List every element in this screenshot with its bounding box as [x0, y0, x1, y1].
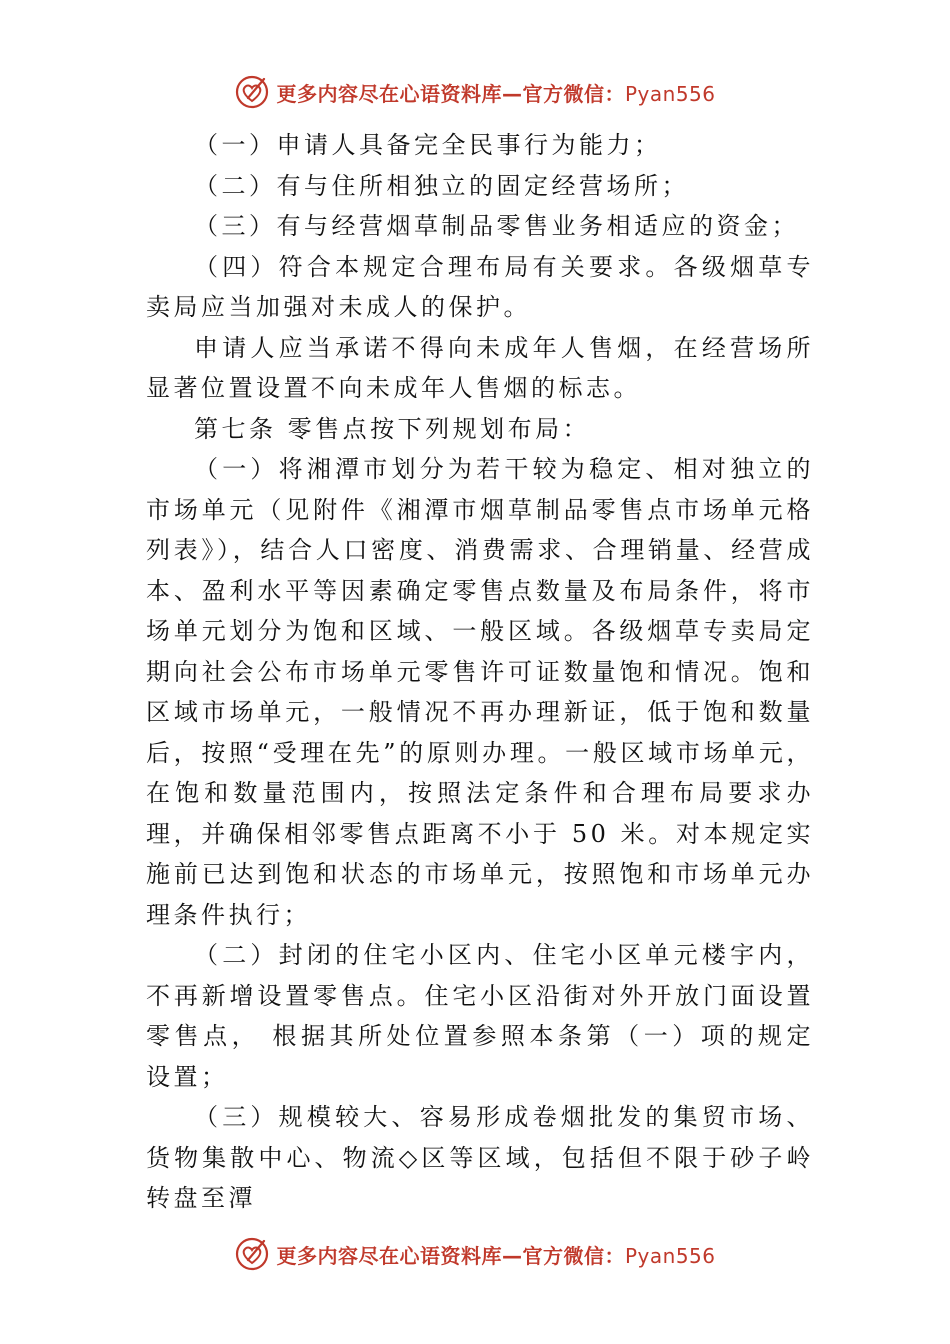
paragraph-item-2: （二）有与住所相独立的固定经营场所； [194, 171, 689, 200]
watermark-text: 更多内容尽在心语资料库—官方微信：Pyan556 [276, 81, 716, 106]
paragraph-applicant-pledge: 申请人应当承诺不得向未成年人售烟，在经营场所显著位置设置不向未成年人售烟的标志。 [146, 333, 814, 402]
watermark-footer [0, 1234, 950, 1274]
watermark-text: 更多内容尽在心语资料库—官方微信：Pyan556 [276, 1243, 716, 1268]
watermark-header [0, 72, 950, 112]
paragraph-item-3: （三）有与经营烟草制品零售业务相适应的资金； [194, 212, 799, 240]
document-body [146, 125, 814, 1219]
heart-quill-logo-icon [234, 74, 270, 110]
paragraph-item-1: （一）申请人具备完全民事行为能力； [194, 131, 662, 159]
paragraph-article-seven-2: （二）封闭的住宅小区内、住宅小区单元楼宇内，不再新增设置零售点。住宅小区沿街对外开放门面设置零售点， 根据其所处位置参照本条第（一）项的规定设置； [146, 941, 814, 1091]
paragraph-article-seven-1: （一）将湘潭市划分为若干较为稳定、相对独立的市场单元（见附件《湘潭市烟草制品零售点市场单元格列表》），结合人口密度、消费需求、合理销量、经营成本、盈利水平等因素确定零售点数量及布局条件，将市场单元划分为饱和区域、一般区域。各级烟草专卖局定期向社会公布市场单元零售许可证数量饱和情况。饱和区域市场单元，一般情况不再办理新证，低于饱和数量后，按照“受理在先”的原则办理。一般区域市场单元，在饱和数量范围内，按照法定条件和合理布局要求办理，并确保相邻零售点距离不小于 50 米。对本规定实施前已达到饱和状态的市场单元，按照饱和市场单元办理条件执行； [146, 455, 814, 929]
paragraph-item-4: （四）符合本规定合理布局有关要求。各级烟草专卖局应当加强对未成人的保护。 [146, 252, 814, 321]
heart-quill-logo-icon [234, 1236, 270, 1272]
paragraph-article-seven-3: （三）规模较大、容易形成卷烟批发的集贸市场、货物集散中心、物流◇区等区域，包括但不限于砂子岭转盘至潭 [146, 1103, 814, 1212]
article-seven-heading: 第七条 零售点按下列规划布局： [194, 414, 591, 443]
